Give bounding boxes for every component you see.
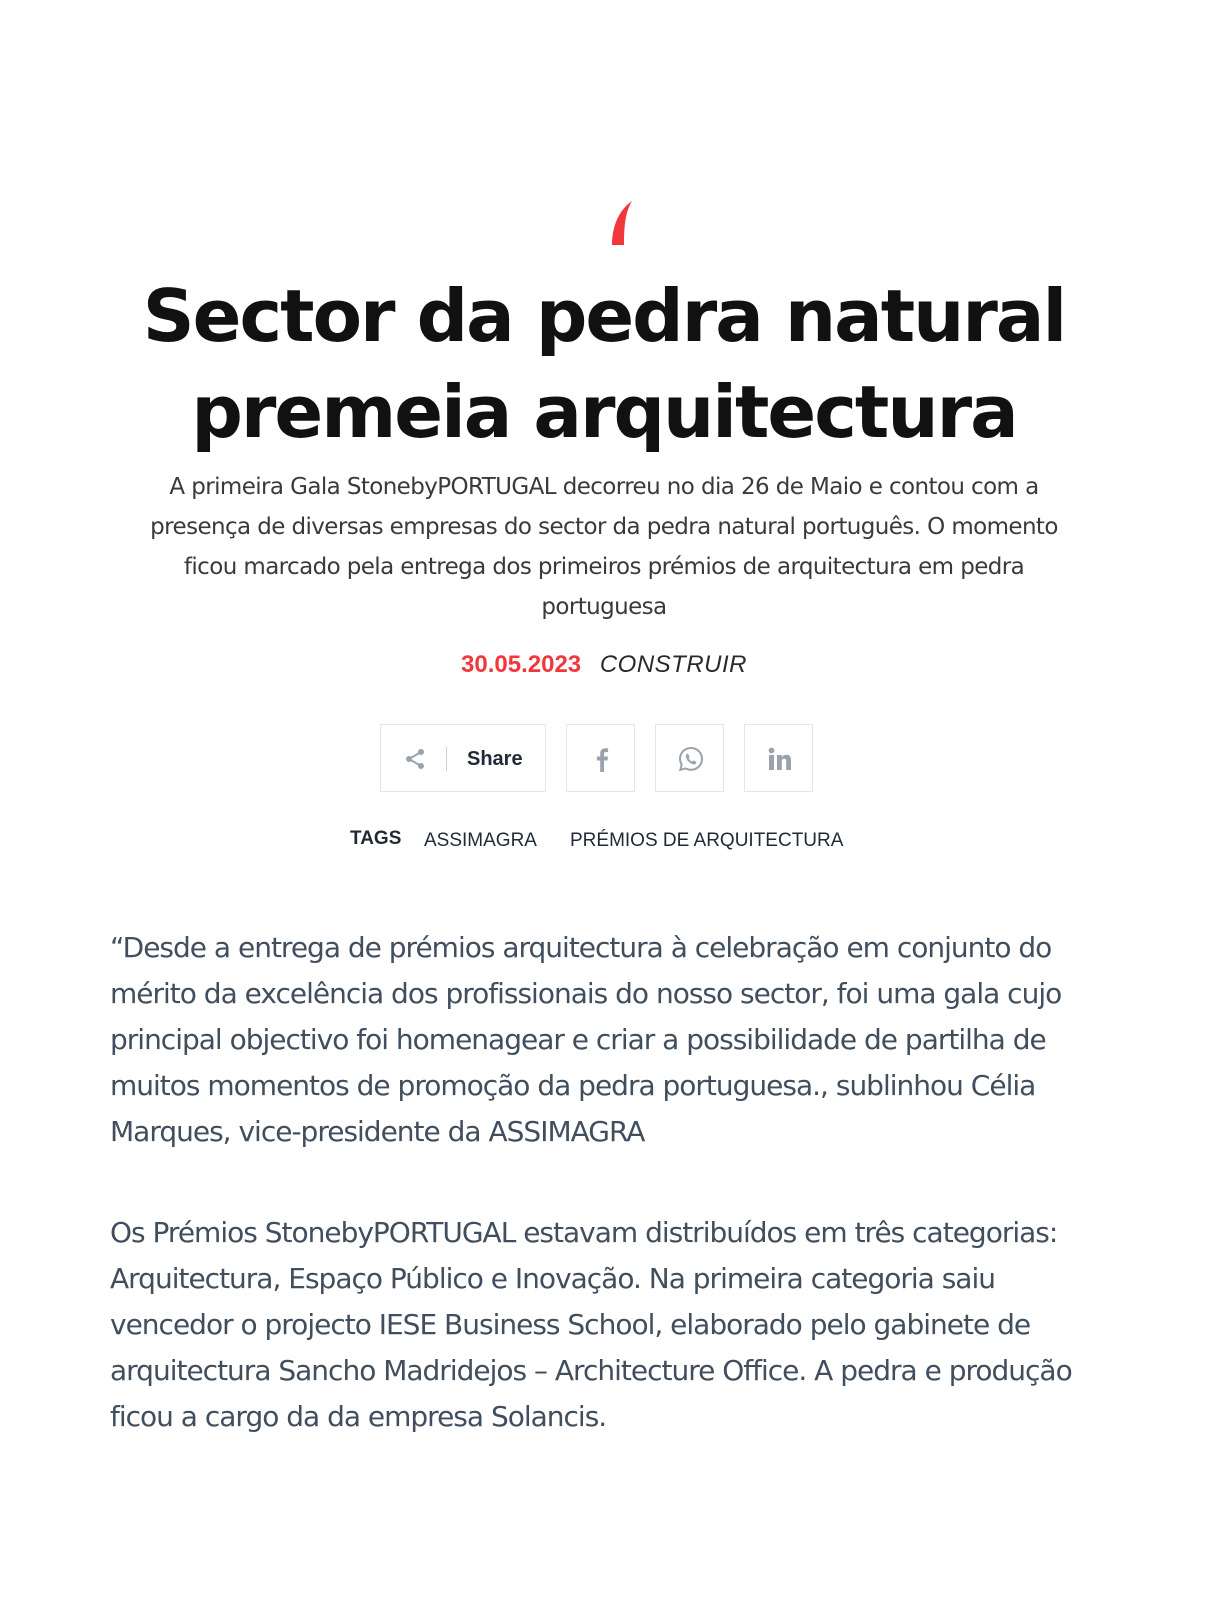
article-paragraph: Os Prémios StonebyPORTUGAL estavam distribuídos em três categorias: Arquitectura, Espaço Público e Inovação. Na primeira categoria saiu vencedor o projecto IESE Business School, elaborado pelo gabinete de arquitectura Sancho Madridejos – Architecture Office. A pedra e produção ficou a cargo da da empresa Solancis. xyxy=(110,1216,1072,1433)
article-paragraph: “Desde a entrega de prémios arquitectura à celebração em conjunto do mérito da excelência dos profissionais do nosso sector, foi uma gala cujo principal objectivo foi homenagear e criar a possibilidade de partilha de muitos momentos de promoção da pedra portuguesa., sublinhou Célia Marques, vice-presidente da ASSIMAGRA xyxy=(110,931,1062,1148)
whatsapp-share-button[interactable] xyxy=(655,724,724,792)
linkedin-share-button[interactable] xyxy=(744,724,813,792)
tags-label: TAGS xyxy=(350,828,402,849)
share-divider xyxy=(446,747,447,771)
brand-logo-icon xyxy=(610,201,634,245)
share-icon xyxy=(403,747,427,771)
tag-link[interactable]: PRÉMIOS DE ARQUITECTURA xyxy=(570,830,844,851)
article-date: 30.05.2023 xyxy=(461,651,582,678)
article-meta xyxy=(0,649,1208,681)
tag-link[interactable]: ASSIMAGRA xyxy=(424,830,537,851)
share-bar xyxy=(0,724,1208,794)
article-subtitle: A primeira Gala StonebyPORTUGAL decorreu no dia 26 de Maio e contou com a presença de diversas empresas do sector da pedra natural português. O momento ficou marcado pela entrega dos primeiros prémios de arquitectura em pedra portuguesa xyxy=(150,474,1058,620)
share-label: Share xyxy=(467,748,523,770)
whatsapp-icon xyxy=(677,745,705,773)
facebook-share-button[interactable] xyxy=(566,724,635,792)
linkedin-icon xyxy=(766,745,794,773)
article-title: Sector da pedra natural premeia arquitectura xyxy=(142,274,1066,454)
share-button[interactable] xyxy=(380,724,546,792)
article-source[interactable]: CONSTRUIR xyxy=(599,651,747,678)
facebook-icon xyxy=(588,745,616,773)
